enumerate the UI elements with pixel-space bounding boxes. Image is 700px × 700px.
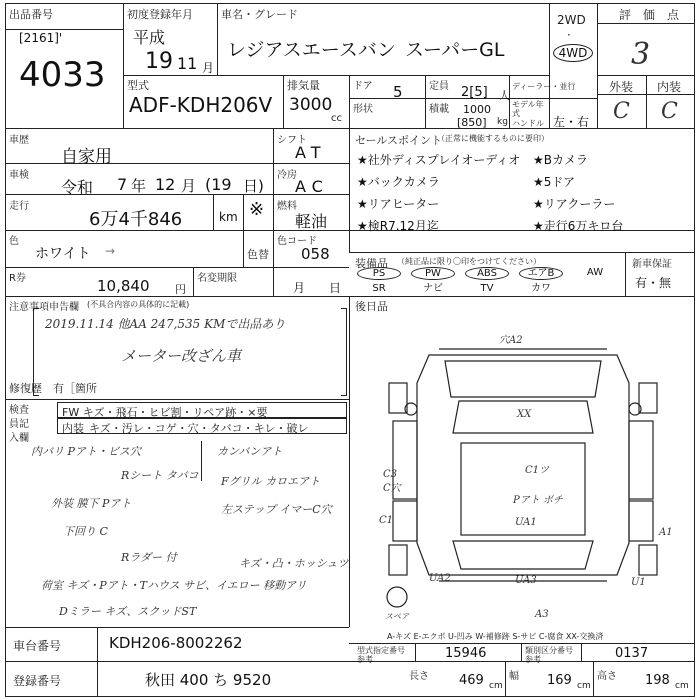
yen-unit: 円: [175, 283, 186, 296]
divider: [509, 75, 510, 128]
handwritten-line: Dミラー キズ、スクッドST: [59, 605, 197, 618]
divider: [5, 128, 695, 129]
equipment-item: SR: [372, 283, 386, 294]
damage-mark-c1-left: C1: [379, 515, 394, 526]
usage: 自家用: [61, 147, 112, 167]
divider: [505, 661, 506, 697]
class-label: 類別区分番号 参考: [525, 646, 573, 664]
divider: [5, 29, 123, 30]
shape-label: 形状: [353, 104, 373, 115]
exterior-check-items: FW キズ・飛石・ヒビ割・リペア跡・×要: [62, 406, 268, 419]
lot-sub: [2161]': [19, 31, 63, 45]
chassis-number: KDH206-8002262: [109, 634, 243, 652]
reg-year-label: 初度登録年月: [127, 8, 193, 21]
repair-label: 修復歴: [9, 382, 42, 395]
handwritten-line: 外装 膜下 Pアト: [51, 497, 132, 510]
handwritten-line: キズ・凸・ホッシュツ: [239, 557, 349, 570]
divider: [597, 94, 695, 95]
divider: [97, 627, 98, 697]
handwritten-line: カンバンアト: [217, 445, 283, 458]
selling-point-item: ★リアクーラー: [533, 197, 616, 211]
shift: AT: [295, 143, 327, 162]
color-code-label: 色コード: [277, 236, 317, 247]
divider: [425, 75, 426, 128]
divider: [581, 643, 582, 661]
caution-label: 注意事項申告欄: [9, 302, 79, 313]
divider: [349, 128, 350, 252]
selling-point-item: ★リアヒーター: [357, 197, 440, 211]
selling-point-item: ★検R7.12月迄: [357, 219, 439, 233]
usage-label: 車歴: [9, 135, 29, 146]
ac: AC: [295, 177, 329, 196]
damage-mark-ua3: UA3: [515, 575, 537, 586]
exterior-label: 外装: [609, 80, 634, 94]
divider: [5, 661, 695, 662]
handwritten-line: 内バリ Pアト・ビス穴: [31, 445, 141, 458]
shift-label: シフト: [277, 135, 307, 146]
equipment-item: ナビ: [423, 283, 443, 294]
new-plate-label: 新車保証: [632, 259, 672, 270]
capacity-label: 定員: [429, 81, 449, 92]
model-cat-label: 型式指定番号 参考: [357, 646, 405, 664]
damage-mark-xx: XX: [517, 409, 532, 420]
damage-mark-c3: C3: [383, 469, 398, 480]
doors-label: ドア: [353, 81, 373, 92]
lot-number: 4033: [19, 55, 106, 95]
handle-label: ハンドル: [512, 119, 544, 128]
handwritten-line: 荷室 キズ・Pアト・Tハウス サビ、イエロー 移動アリ: [41, 579, 307, 592]
inspection-month-unit: 月: [181, 177, 197, 195]
model-label: 型式: [127, 79, 149, 92]
ac-label: 冷房: [277, 170, 297, 181]
damage-mark-a3: A3: [535, 609, 549, 620]
width: 169: [547, 673, 572, 688]
score-label: 評 価 点: [619, 8, 680, 22]
model-cat-number: 15946: [445, 646, 487, 661]
selling-points-title: セールスポイント: [355, 134, 443, 147]
damage-mark-patch: Pアト ボチ: [513, 495, 563, 506]
plate-label: 登録番号: [13, 674, 62, 688]
interior-label: 内装: [657, 80, 682, 94]
mileage: 6万4千846: [89, 209, 183, 230]
inspection-month: 12: [155, 175, 176, 194]
selling-point-item: ★バックカメラ: [357, 175, 440, 189]
divider: [273, 128, 274, 296]
name-change-day: 日: [329, 281, 342, 295]
length-unit: cm: [489, 681, 503, 691]
damage-mark-spare: スペア: [385, 612, 409, 621]
reg-month: 11: [177, 54, 198, 73]
color-change-label: 色替: [247, 248, 269, 261]
diagram-title: 後日品: [355, 300, 388, 313]
divider: [646, 75, 647, 128]
divider: [5, 267, 349, 268]
handwritten-line: Rシート タバコ: [121, 469, 199, 482]
caution-note: (不具合内容の具体的に記載): [87, 300, 190, 309]
divider: [217, 3, 218, 75]
width-unit: cm: [577, 681, 591, 691]
car-damage-diagram: [349, 313, 695, 631]
fuel: 軽油: [295, 212, 328, 231]
equipment-item: PS: [357, 267, 401, 280]
selling-points-note: （正常に機能するものに要印）: [437, 134, 549, 143]
height: 198: [645, 673, 670, 688]
damage-legend: A-キズ E-エクボ U-凹み W-補修跡 S-サビ C-腐食 XX-交換済: [387, 632, 604, 641]
drive-4wd-circled: 4WD: [553, 44, 593, 62]
equipment-item: AW: [586, 267, 604, 278]
damage-mark-a1: A1: [659, 527, 673, 538]
divider: [5, 399, 349, 400]
divider: [123, 3, 124, 128]
divider: [349, 252, 695, 253]
fuel-label: 燃料: [277, 201, 297, 212]
plate-number: 秋田 400 ち 9520: [145, 671, 272, 689]
chassis-label: 車台番号: [13, 639, 62, 653]
equipment-top-row: [353, 267, 623, 281]
inspection-day: (19: [205, 175, 232, 194]
selling-point-item: ★走行6万キロ台: [533, 219, 624, 233]
damage-mark-c-hole: C穴: [383, 483, 401, 494]
divider: [273, 163, 349, 164]
drive-2wd: 2WD: [557, 13, 586, 27]
capacity: 2[5]: [461, 85, 488, 100]
load: 1000: [463, 103, 491, 116]
length-label: 長さ: [409, 671, 429, 682]
car-grade: スーパーGL: [405, 39, 505, 61]
color: ホワイト: [35, 246, 91, 262]
caution-line-2: メーター改ざん車: [121, 347, 242, 365]
height-label: 高さ: [597, 671, 617, 682]
selling-point-item: ★Bカメラ: [533, 153, 588, 167]
divider: [243, 230, 244, 267]
new-plate: 有・無: [635, 276, 672, 290]
divider: [243, 194, 244, 230]
divider: [123, 75, 549, 76]
exterior-grade: C: [613, 99, 630, 124]
doors: 5: [393, 83, 403, 101]
divider: [597, 23, 695, 24]
name-change-month: 月: [293, 281, 306, 295]
tax-label: R券: [9, 273, 26, 284]
km-unit: km: [219, 210, 238, 224]
damage-mark-u1: U1: [631, 577, 646, 588]
tax: 10,840: [97, 277, 150, 295]
color-label: 色: [9, 236, 19, 247]
divider: [349, 643, 695, 644]
arrow-icon: →: [105, 244, 116, 258]
dealer-label: ディーラー・並行: [512, 82, 576, 91]
divider: [415, 643, 416, 661]
bracket: [341, 308, 347, 396]
displacement: 3000: [289, 95, 333, 115]
selling-point-item: ★社外ディスプレイオーディオ: [357, 153, 521, 167]
reg-month-unit: 月: [202, 61, 215, 75]
load-sub: [850]: [457, 116, 487, 129]
load-unit: kg: [497, 117, 508, 127]
model-year-label: モデル年式: [512, 100, 544, 118]
color-code: 058: [301, 245, 330, 263]
mileage-mark: ※: [249, 199, 265, 220]
handwritten-line: Rラダー 付: [121, 551, 177, 564]
caution-line-1: 2019.11.14 他AA 247,535 KMで出品あり: [45, 317, 286, 331]
handle: 左・右: [553, 115, 590, 129]
mileage-label: 走行: [9, 201, 29, 212]
cc-unit: cc: [331, 113, 342, 124]
divider: [5, 296, 695, 297]
reg-era: 平成: [133, 28, 166, 47]
divider: [283, 75, 284, 128]
equipment-item: ABS: [465, 267, 509, 280]
drive-dot: ·: [567, 28, 571, 42]
divider: [5, 194, 349, 195]
divider: [597, 3, 598, 128]
inspection-label: 車検: [9, 170, 29, 181]
divider: [213, 194, 214, 230]
selling-point-item: ★5ドア: [533, 175, 576, 189]
equipment-title: 装備品: [355, 257, 388, 270]
width-label: 幅: [509, 671, 519, 682]
handwritten-line: 下回り C: [63, 525, 108, 538]
inspection-era: 令和: [61, 178, 94, 197]
equipment-item: PW: [411, 267, 455, 280]
handwritten-line: Fグリル カロエアト: [221, 475, 321, 488]
divider: [521, 643, 522, 661]
equipment-item: TV: [480, 283, 494, 294]
divider: [349, 98, 597, 99]
length: 469: [459, 673, 484, 688]
handwritten-notes: [31, 443, 351, 629]
equipment-item: エアB: [519, 267, 563, 280]
damage-mark-c1-top: C1ツ: [525, 465, 550, 476]
divider: [349, 75, 350, 128]
divider: [593, 661, 594, 697]
divider: [193, 267, 194, 296]
interior-grade: C: [661, 99, 678, 124]
interior-check-label: 内装: [62, 422, 84, 435]
inspector-label: 検査員記入欄: [9, 405, 29, 444]
inspection-day-unit: 日): [243, 177, 264, 195]
equipment-bottom-row: [353, 283, 623, 295]
model-code: ADF-KDH206V: [129, 93, 273, 117]
damage-mark-ua1: UA1: [515, 517, 537, 528]
repair-value: 有［箇所: [53, 382, 97, 395]
inspection-year: 7: [117, 175, 128, 194]
interior-check-items: キズ・汚レ・コゲ・穴・タバコ・キレ・破レ: [89, 422, 309, 435]
equipment-item: カワ: [531, 283, 551, 294]
displacement-label: 排気量: [287, 79, 320, 92]
car-name: レジアスエースバン: [227, 39, 396, 61]
inspection-year-unit: 年: [131, 177, 147, 195]
height-unit: cm: [675, 681, 689, 691]
score-value: 3: [631, 37, 651, 72]
damage-mark-ua2: UA2: [429, 573, 451, 584]
capacity-unit: 人: [499, 89, 510, 102]
divider: [549, 3, 550, 128]
load-label: 積載: [429, 104, 449, 115]
lot-label: 出品番号: [9, 8, 53, 21]
name-change-label: 名変期限: [197, 273, 237, 284]
damage-mark-top: 穴A2: [499, 335, 523, 346]
reg-year: 19: [145, 49, 173, 74]
car-name-label: 車名・グレード: [221, 8, 298, 21]
auction-sheet: [5, 3, 695, 697]
class-number: 0137: [615, 646, 649, 661]
handwritten-line: 左ステップ イマーC穴: [221, 503, 332, 516]
divider: [625, 252, 626, 296]
equipment-note: （純正品に限り〇印をつけてください）: [397, 257, 541, 266]
divider: [5, 627, 349, 628]
